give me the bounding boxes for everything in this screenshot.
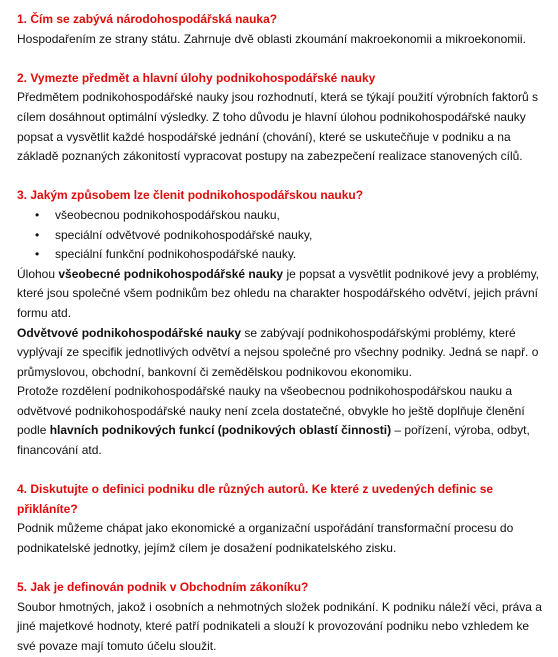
bullet-item: • speciální odvětvové podnikohospodářské nauky, bbox=[17, 226, 549, 246]
document bbox=[17, 0, 549, 657]
text-run: Úlohou bbox=[17, 266, 59, 281]
answer-3-paragraph-3 bbox=[17, 382, 549, 460]
bold-term: všeobecné podnikohospodářské nauky bbox=[58, 266, 284, 281]
answer-3-paragraph-2 bbox=[17, 324, 549, 383]
text-run: – pořízení, výroba, odbyt, financování atd. bbox=[17, 423, 530, 458]
text-run: Protože rozdělení podnikohospodářské nauky na všeobecnou podnikohospodářskou nauku a odvětvové podnikohospodářské nauky není zcela dostatečné, obvykle ho ještě doplňuje členění podle bbox=[17, 384, 525, 438]
text-run: je popsat a vysvětlit podnikové jevy a problémy, které jsou společné všem podnikům bez ohledu na charakter hospodářského odvětví, jejich právní formu atd. bbox=[17, 266, 540, 320]
question-5-heading: 5. Jak je definován podnik v Obchodním zákoníku? bbox=[17, 580, 309, 595]
bold-term: hlavních podnikových funkcí (podnikových oblastí činnosti) bbox=[49, 423, 392, 438]
answer-2-text: Předmětem podnikohospodářské nauky jsou rozhodnutí, která se týkají použití výrobních faktorů s cílem dosáhnout optimální výsledky. Z toho důvodu je hlavní úlohou podnikohospodářské nauky popsat a vysvětlit každé hospodářské jednání (chování), které se uskutečňuje v podniku a na základě poznaných zákonitostí vypracovat postupy na zabezpečení realizace stanovených cílů. bbox=[17, 90, 538, 164]
question-2-heading: 2. Vymezte předmět a hlavní úlohy podnikohospodářské nauky bbox=[17, 70, 376, 85]
answer-1-text: Hospodařením ze strany státu. Zahrnuje dvě oblasti zkoumání makroekonomii a mikroekonomii. bbox=[17, 31, 526, 46]
text-run: se zabývají podnikohospodářskými problémy, které vyplývají ze specifik jednotlivých odvětví a nejsou společné pro všechny podniky. Jedná se např. o průmyslovou, obchodní, bankovní či zemědělskou podnikovou ekonomiku. bbox=[17, 325, 539, 379]
bold-term: Odvětvové podnikohospodářské nauky bbox=[17, 325, 242, 340]
question-1-heading: 1. Čím se zabývá národohospodářská nauka? bbox=[17, 12, 278, 26]
question-3-heading: 3. Jakým způsobem lze členit podnikohospodářskou nauku? bbox=[17, 188, 364, 203]
answer-3-paragraph-1 bbox=[17, 265, 549, 324]
bullet-item: • speciální funkční podnikohospodářské nauky. bbox=[17, 245, 549, 265]
answer-5-text: Soubor hmotných, jakož i osobních a nehmotných složek podnikání. K podniku náleží věci, práva a jiné majetkové hodnoty, které patří podnikateli a slouží k provozování podniku nebo vzhledem ke své povaze mají tomuto účelu sloužit. bbox=[17, 599, 542, 653]
answer-4-text: Podnik můžeme chápat jako ekonomické a organizační uspořádání transformační procesu do podnikatelské jednotky, jejímž cílem je dosažení podnikatelského zisku. bbox=[17, 521, 514, 556]
question-4-heading: 4. Diskutujte o definici podniku dle různých autorů. Ke které z uvedených definic se přikláníte? bbox=[17, 482, 494, 516]
bullet-list bbox=[17, 206, 549, 265]
bullet-item: • všeobecnou podnikohospodářskou nauku, bbox=[17, 206, 549, 226]
